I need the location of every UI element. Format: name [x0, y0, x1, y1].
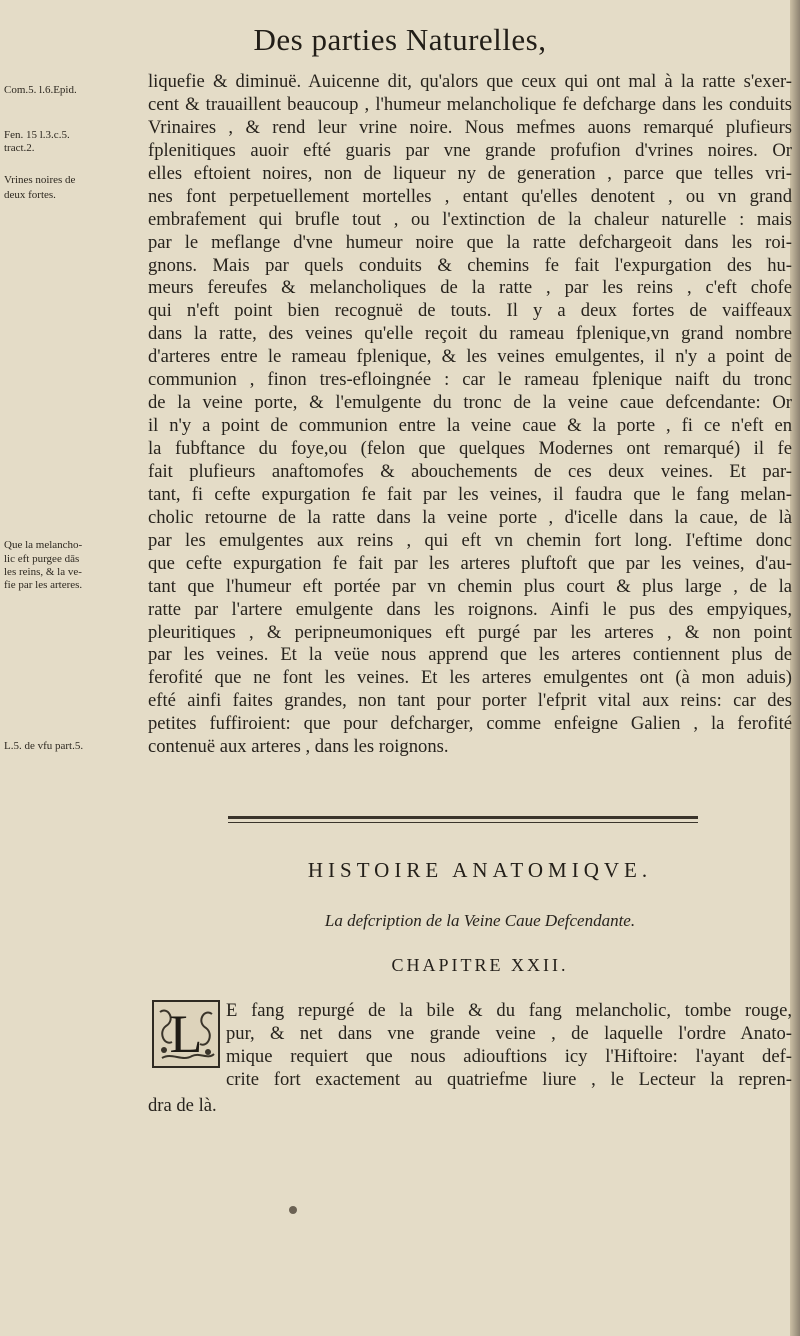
section-divider	[228, 816, 698, 819]
margin-note-melancholie-1: Que la melancho-	[4, 539, 83, 551]
text-line: gnons. Mais par quels conduits & chemins fe fait l'expurgation des hu-	[148, 254, 792, 276]
text-line: Vrinaires , & rend leur vrine noire. Nous mefmes auons remarqué plufieurs	[148, 116, 792, 138]
margin-note-melancholie-2: lic eft purgee dās	[4, 553, 80, 565]
text-line: embrafement qui brufle tout , ou l'extinction de la chaleur naturelle : mais	[148, 208, 792, 230]
text-line: crite fort exactement au quatriefme liure , le Lecteur la repren-	[226, 1068, 792, 1090]
margin-note-vrines-1: Vrines noires de	[4, 174, 76, 186]
text-line: fplenitiques auoir efté guaris par vne grande profufion d'vrines noires. Or	[148, 139, 792, 161]
text-line: liquefie & diminuë. Auicenne dit, qu'alors que ceux qui ont mal à la ratte s'exer-	[148, 71, 792, 92]
drop-cap-letter: L	[169, 1004, 203, 1064]
text-line: par les veines. Et la veüe nous apprend que les arteres contiennent plus de	[148, 644, 792, 666]
section-heading: HISTOIRE ANATOMIQVE.	[307, 858, 653, 882]
text-line: contenuë aux arteres , dans les roignons.	[148, 736, 449, 758]
text-line: cent & trauaillent beaucoup , l'humeur melancholique fe defcharge dans les conduits	[148, 93, 792, 115]
margin-note-melancholie-3: les reins, & la ve-	[4, 566, 82, 578]
text-line: meurs fereufes & melancholiques de la ratte , par les reins , c'eft chofe	[148, 277, 792, 299]
chapter-text	[226, 999, 792, 1091]
drop-cap	[152, 1000, 220, 1068]
text-line: pleuritiques , & peripneumoniques eft purgé par les arteres , & non point	[148, 621, 792, 643]
text-line: ratte par l'artere emulgente dans les roignons. Ainfi le pus des empyiques,	[148, 598, 792, 620]
margin-note-vfu-part: L.5. de vfu part.5.	[4, 740, 84, 752]
text-line: cholic retourne de la ratte dans la veine porte , d'icelle dans la caue, de là	[148, 506, 792, 528]
text-line: mique requiert que nous adiouftions icy l'Hiftoire: l'ayant def-	[226, 1045, 792, 1067]
margin-note-com-epid: Com.5. l.6.Epid.	[4, 84, 77, 96]
text-line: que cefte expurgation fe fait par les arteres pluftoft que par les veines, d'au-	[148, 552, 792, 574]
margin-note-tract: tract.2.	[4, 142, 35, 154]
text-line: par les emulgentes aux reins , qui eft vn chemin fort long. I'eftime donc	[148, 529, 792, 551]
text-line: tant, fi cefte expurgation fe fait par les veines, il faudra que le fang melan-	[148, 483, 792, 505]
margin-note-melancholie-4: fie par les arteres.	[4, 579, 83, 591]
text-line: la fubftance du foye,ou (felon que quelques Modernes ont remarqué) il fe	[148, 438, 792, 459]
margin-note-vrines-2: deux fortes.	[4, 189, 56, 201]
text-line: dans la ratte, des veines qu'elle reçoit du rameau fplenique,vn grand nombre	[148, 323, 792, 345]
text-line: de la veine porte, & l'emulgente du tronc de la veine caue defcendante: Or	[148, 392, 792, 414]
text-line: fait plufieurs anaftomofes & abouchements de ces deux veines. Et par-	[148, 460, 792, 482]
text-line: tant que l'humeur eft portée par vn chemin plus court & plus large , de la	[148, 575, 792, 597]
text-line: communion , finon tres-efloingnée : car le rameau fplenique naift du tronc	[148, 369, 792, 391]
text-line: pur, & net dans vne grande veine , de laquelle l'ordre Anato-	[226, 1022, 792, 1044]
text-line: qui n'eft point bien recognuë de touts. Il y a deux fortes de vaiffeaux	[148, 300, 792, 322]
text-line: nes font perpetuellement mortelles , entant qu'elles denotent , ou vn grand	[148, 185, 792, 207]
chapter-text-last-line: dra de là.	[148, 1095, 217, 1116]
text-line: par le meflange d'vne humeur noire que la ratte defchargeoit dans les roi-	[148, 231, 792, 253]
text-line: elles eftoient noires, non de liqueur ny de generation , parce que telles vri-	[148, 162, 792, 184]
chapter-heading: CHAPITRE XXII.	[391, 955, 569, 975]
section-divider-thin	[228, 822, 698, 823]
margin-note-fen: Fen. 15 l.3.c.5.	[4, 129, 70, 141]
text-line: il n'y a point de communion entre la veine caue & la porte , fi ce n'eft en	[148, 415, 792, 437]
text-line: E fang repurgé de la bile & du fang melancholic, tombe rouge,	[226, 1000, 792, 1021]
text-line: efté ainfi faites grandes, non tant pour porter l'efprit vital aux reins: car des	[148, 690, 792, 712]
text-line: ferofité que ne font les veines. Et les arteres emulgentes ont (à mon aduis)	[148, 667, 792, 689]
body-text	[148, 71, 792, 759]
ink-spot	[289, 1206, 297, 1214]
text-line: petites fuffiroient: que pour defcharger, comme enfeigne Galien , la ferofité	[148, 713, 792, 735]
running-header: Des parties Naturelles,	[253, 22, 547, 57]
text-line: d'arteres entre le rameau fplenique, & les veines emulgentes, il n'y a point de	[148, 346, 792, 368]
section-subtitle: La defcription de la Veine Caue Defcendante.	[324, 911, 636, 930]
